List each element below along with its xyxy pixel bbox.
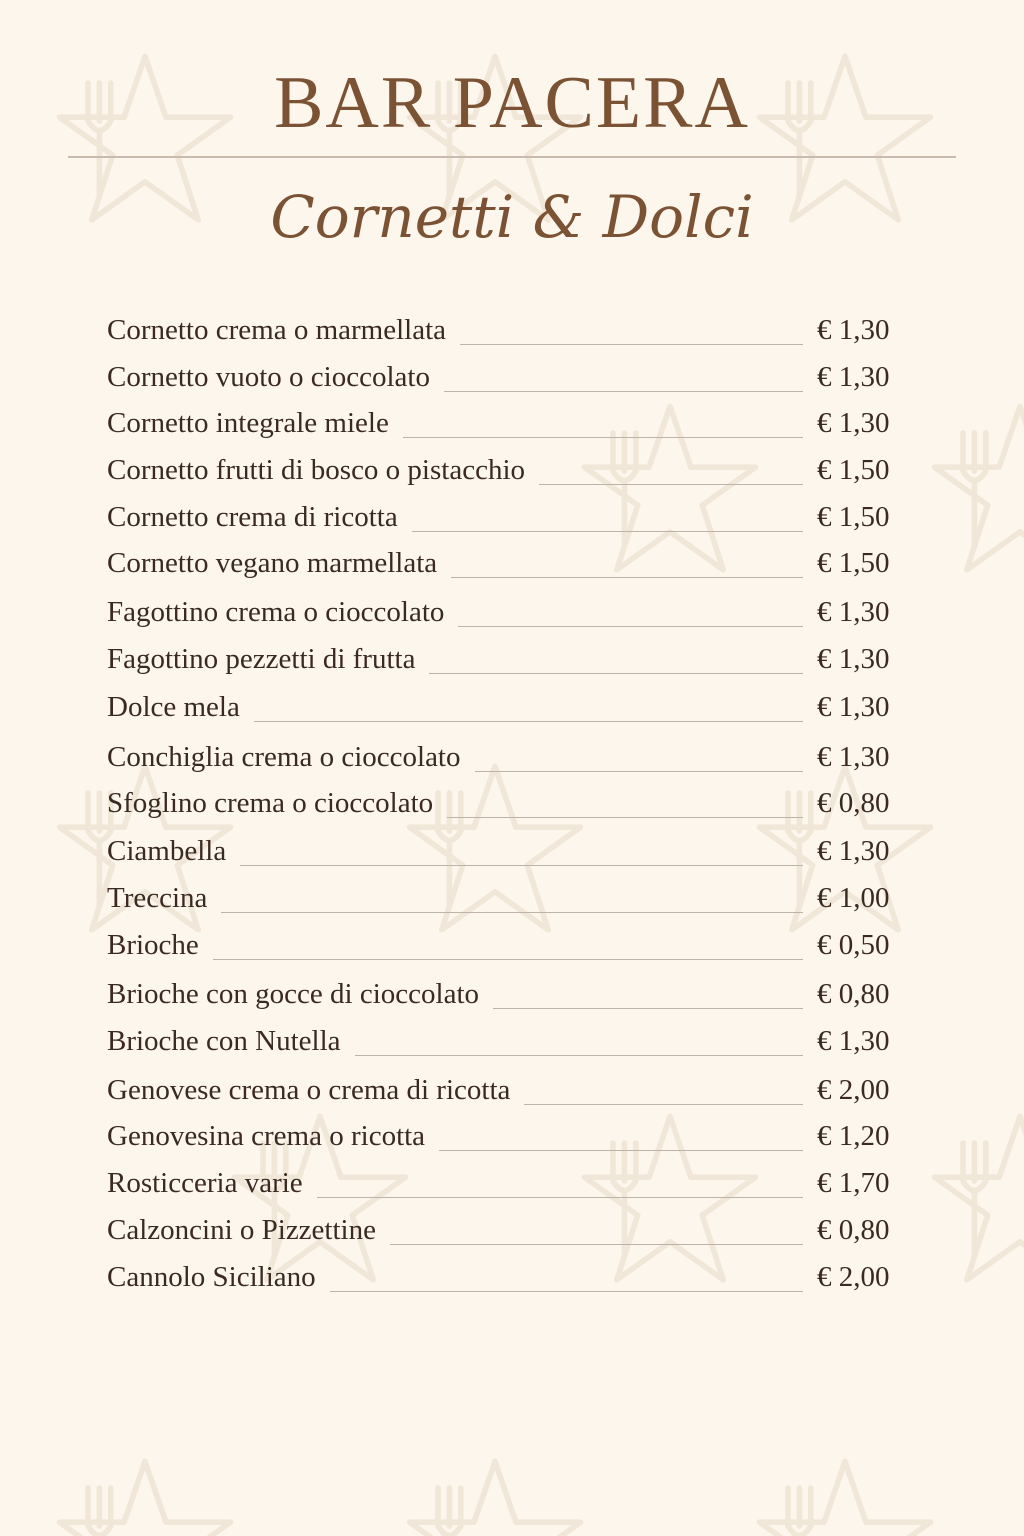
menu-item — [107, 352, 907, 396]
menu-item — [107, 1205, 907, 1249]
menu-item-name: Cornetto integrale miele — [107, 407, 389, 439]
menu-item-leader-line — [458, 626, 803, 627]
menu-item-leader-line — [317, 1197, 803, 1198]
menu-item-leader-line — [493, 1008, 803, 1009]
menu-item-leader-line — [460, 344, 803, 345]
menu-item-leader-line — [524, 1104, 803, 1105]
menu-item — [107, 305, 907, 349]
star-fork-icon — [400, 1450, 590, 1536]
star-fork-icon — [50, 1450, 240, 1536]
menu-item — [107, 778, 907, 822]
menu-item-name: Brioche — [107, 929, 199, 961]
menu-item-price: € 0,50 — [817, 929, 890, 961]
menu-item-price: € 1,30 — [817, 361, 890, 393]
menu-item-price: € 1,50 — [817, 547, 890, 579]
menu-item — [107, 1252, 907, 1296]
menu-item-name: Genovese crema o crema di ricotta — [107, 1074, 511, 1106]
menu-item-price: € 1,30 — [817, 643, 890, 675]
menu-item — [107, 826, 907, 870]
menu-item-price: € 1,50 — [817, 501, 890, 533]
menu-item-leader-line — [221, 912, 803, 913]
menu-item-leader-line — [412, 531, 803, 532]
menu-item-leader-line — [444, 391, 803, 392]
menu-item-name: Fagottino crema o cioccolato — [107, 596, 445, 628]
menu-item-name: Cornetto frutti di bosco o pistacchio — [107, 454, 526, 486]
menu-item-price: € 2,00 — [817, 1074, 890, 1106]
menu-item — [107, 682, 907, 726]
star-fork-icon — [925, 395, 1024, 585]
menu-item — [107, 538, 907, 582]
menu-item-name: Treccina — [107, 882, 208, 914]
menu-item-name: Cornetto vegano marmellata — [107, 547, 438, 579]
menu-item-leader-line — [447, 817, 803, 818]
menu-item — [107, 1065, 907, 1109]
menu-item-price: € 1,30 — [817, 314, 890, 346]
star-fork-icon — [925, 1105, 1024, 1295]
menu-item-price: € 0,80 — [817, 787, 890, 819]
menu-item-price: € 1,00 — [817, 882, 890, 914]
menu-item — [107, 492, 907, 536]
menu-item-name: Ciambella — [107, 835, 227, 867]
title-divider — [68, 156, 956, 158]
menu-item-leader-line — [213, 959, 803, 960]
menu-item-leader-line — [330, 1291, 803, 1292]
menu-item-price: € 1,30 — [817, 1025, 890, 1057]
menu-item-price: € 0,80 — [817, 978, 890, 1010]
menu-item-leader-line — [355, 1055, 803, 1056]
menu-item-price: € 1,30 — [817, 596, 890, 628]
menu-item-price: € 0,80 — [817, 1214, 890, 1246]
menu-item — [107, 587, 907, 631]
menu-item — [107, 634, 907, 678]
menu-item — [107, 445, 907, 489]
menu-item-leader-line — [451, 577, 803, 578]
menu-item-leader-line — [475, 771, 804, 772]
menu-item — [107, 732, 907, 776]
menu-item-name: Sfoglino crema o cioccolato — [107, 787, 434, 819]
menu-item-price: € 1,30 — [817, 407, 890, 439]
menu-item-price: € 1,30 — [817, 741, 890, 773]
menu-item — [107, 873, 907, 917]
menu-item — [107, 1016, 907, 1060]
star-fork-icon — [750, 1450, 940, 1536]
menu-item-leader-line — [439, 1150, 803, 1151]
menu-item-leader-line — [403, 437, 803, 438]
menu-item-price: € 1,30 — [817, 835, 890, 867]
menu-item-leader-line — [539, 484, 803, 485]
menu-item-leader-line — [254, 721, 803, 722]
menu-item-name: Conchiglia crema o cioccolato — [107, 741, 461, 773]
menu-item-price: € 1,20 — [817, 1120, 890, 1152]
page-title: BAR PACERA — [274, 62, 750, 144]
menu-item-price: € 2,00 — [817, 1261, 890, 1293]
menu-item-name: Rosticceria varie — [107, 1167, 303, 1199]
menu-item-price: € 1,70 — [817, 1167, 890, 1199]
menu-item-leader-line — [390, 1244, 803, 1245]
menu-item-name: Cornetto crema o marmellata — [107, 314, 446, 346]
menu-item-name: Dolce mela — [107, 691, 240, 723]
menu-item-price: € 1,50 — [817, 454, 890, 486]
menu-item-price: € 1,30 — [817, 691, 890, 723]
menu-item-name: Fagottino pezzetti di frutta — [107, 643, 416, 675]
menu-item-name: Cornetto crema di ricotta — [107, 501, 398, 533]
menu-item-name: Cornetto vuoto o cioccolato — [107, 361, 430, 393]
menu-item — [107, 1158, 907, 1202]
menu-item-leader-line — [429, 673, 803, 674]
menu-item-leader-line — [240, 865, 803, 866]
section-title: Cornetti & Dolci — [270, 183, 754, 251]
menu-item-name: Brioche con Nutella — [107, 1025, 341, 1057]
menu-item-name: Brioche con gocce di cioccolato — [107, 978, 480, 1010]
menu-item — [107, 398, 907, 442]
menu-item — [107, 969, 907, 1013]
menu-item-name: Cannolo Siciliano — [107, 1261, 316, 1293]
menu-item-name: Genovesina crema o ricotta — [107, 1120, 426, 1152]
menu-item — [107, 1111, 907, 1155]
menu-item-name: Calzoncini o Pizzettine — [107, 1214, 376, 1246]
menu-item — [107, 920, 907, 964]
